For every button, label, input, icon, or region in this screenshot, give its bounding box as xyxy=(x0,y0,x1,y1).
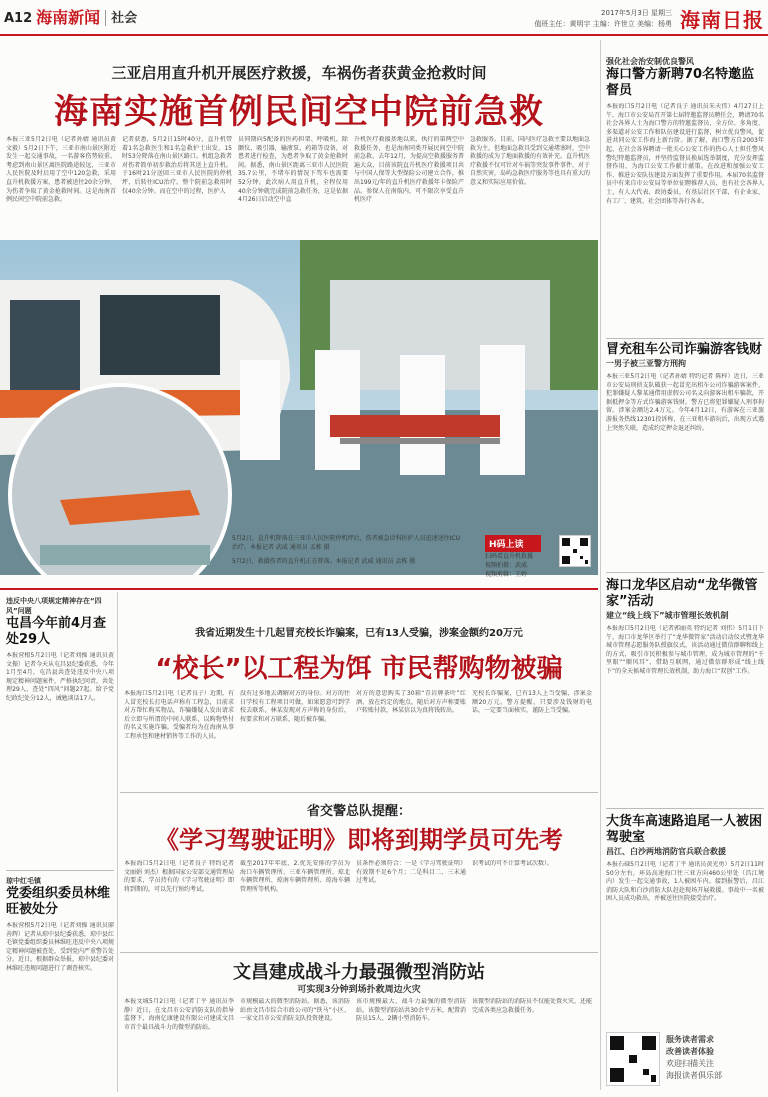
footer-line4: 海报读者俱乐部 xyxy=(666,1071,722,1080)
photo-illustration xyxy=(0,240,598,575)
mid-story-1-col3: 对方的意思购买了30箱“青岩牌茶叶”红酒，放在约定的地点，随后对方声称要账户转账付款，林某信以为真将钱转出。 xyxy=(356,690,466,715)
lead-body-col4: 升机医疗救援基地以来，执行的第两空中救援任务，也是海南同类开展民间空中院前急救。去年12月，为提高空救援服务普遍大众，目前该院直升机医疗救援项目共与中国人保等大型保险公司建立合作，推出199元/年的直升机医疗救援年卡保险产品。参保人在南航内，可不限次享受直升机医疗 xyxy=(354,136,464,204)
mid-story-3-col1: 本报文城5月2日电（记者丁平 通讯员李静）近日，在文昌市公安消防支队的指导监督下，海南亿康建设有限公司建成文昌市首个最具战斗力的微型消防站。 xyxy=(124,998,234,1031)
right-story-1 xyxy=(606,56,764,315)
qr-code[interactable] xyxy=(559,535,591,567)
reader-club-qr[interactable] xyxy=(606,1032,660,1086)
right-story-4 xyxy=(606,814,764,1045)
footer-line1: 服务读者需求 xyxy=(666,1035,714,1044)
left-story-1 xyxy=(6,596,114,868)
right-story-1-kicker: 强化社会治安制优良警风 xyxy=(606,57,694,66)
left-story-2-body: 本报营根5月2日电（记者刘操 通讯员廖善辉）记者从琼中县纪委获悉，琼中县红毛镇党委组织委员林维旺违反中央八项规定精神问题被查处，受到党内严重警告处分。近日，根据群众举报，琼中县纪委对林维旺违规问题进行了调查核实。 xyxy=(6,922,114,972)
subsection-title: 社会 xyxy=(111,11,138,26)
mid-story-1-headline: “校长”以工程为饵 市民帮购物被骗 xyxy=(155,654,563,684)
footer-qr-block xyxy=(606,1030,764,1092)
right-story-3-sub: 建立“线上线下”城市管理长效机制 xyxy=(606,611,729,620)
left-story-1-kicker: 违反中央八项规定精神存在“四风”问题 xyxy=(6,597,102,615)
page-number: A12 xyxy=(4,11,33,26)
helicopter-rescue-photo xyxy=(0,240,598,575)
divider xyxy=(6,870,114,871)
footer-line2: 改善读者体验 xyxy=(666,1047,714,1056)
mid-story-1-kicker: 我省近期发生十几起冒充校长诈骗案，已有13人受骗，涉案金额约20万元 xyxy=(195,628,523,639)
divider xyxy=(120,952,598,953)
divider xyxy=(606,808,764,809)
mid-story-2-kicker: 省交警总队提醒： xyxy=(306,804,411,819)
section-title: 海南新闻 xyxy=(36,8,101,27)
mid-story-3-headline: 文昌建成战斗力最强微型消防站 xyxy=(233,962,485,983)
right-story-4-body: 本报石碌5月2日电（记者丁平 通讯员黄光勇）5月2日11时50分左右，环岛高速海口往三亚方向460公里处（昌江境内）发生一起交通事故，1人被困车内。接到报警后，昌江消防大队和白沙消防大队赶赴现场开展救援。事故中一名被困人员成功救出，并被送往医院接受治疗。 xyxy=(606,861,764,903)
qr-line2: 视频拍摄：武威 xyxy=(485,562,528,569)
mid-story-2-col4: 识考试的可不计算考试次数）。 xyxy=(472,860,554,867)
left-story-2 xyxy=(6,876,114,1092)
mid-story-1-col2: 没有过多地去调解对方的身份。对方的往日学校有工程项目可做，如果愿意可到学校去联系。林某发现对方声称的身份后，按要求和对方联系，随后被诈骗。 xyxy=(240,690,350,723)
lead-body-col2: 记者获悉，5月2日15时40分，直升机带着1名急救医生和1名急救护士出发，15时53分降落在南山景区路口。机组急救者对伤者简单初步救治后将其送上直升机。于16时21分送回三亚市人民医院的停机坪，后转往ICU治疗。整个院前急救用时仅40余分钟。而在空中的过程，医护人 xyxy=(122,136,232,195)
divider xyxy=(606,572,764,573)
lead-body-col3: 员同期向5配备的医药担架、呼吸机、除颤仪，吸引器，输液泵，药箱等设备，对患者进行检查，为患者争取了黄金抢救时间。据悉，南山景区距离三亚市人民医院35.7公里，不堵车的情况下驾车也需要52分钟，此次病人用直升机，全程仅用40余分钟就完成院前急救任务，这是依据4月26日启动空中直 xyxy=(238,136,348,204)
masthead xyxy=(0,0,768,36)
right-story-2 xyxy=(606,342,764,567)
qr-promo xyxy=(485,535,593,578)
mid-story-3-col4: 该微型消防站的消防员不仅能处置火灾，还能完成各类应急救援任务。 xyxy=(472,998,592,1014)
right-story-3-body: 本报海口5月2日电（记者郭丽英 特约记者 刘伟）5月1日下午，海口市龙华区举行了“龙华微管家”活动启动仪式暨龙华城市管理志愿服务队授旗仪式。该活动通过微信群聊和线上的方式，吸引市民积极参与城市管理，成为城市管理的“千里眼”“顺风耳”，借助互联网，通过微信群形成“线上线下”的全天候城市管理长效机制，助力海口“双创”工作。 xyxy=(606,625,764,675)
mid-story-3-col2: 市规模最大的微型消防站。据悉，该消防站由文昌市综合市政公司的“铁马”小区、一家文昌市公安消防支队投资建设。 xyxy=(240,998,350,1023)
newspaper-logo: 海南日报 xyxy=(680,8,764,32)
right-story-3 xyxy=(606,578,764,803)
divider xyxy=(105,10,106,26)
right-story-4-sub: 昌江、白沙两地消防官兵联合救援 xyxy=(606,847,726,856)
right-story-2-headline: 冒充租车公司诈骗游客钱财 xyxy=(606,342,763,357)
divider xyxy=(606,338,764,339)
right-story-3-headline: 海口龙华区启动“龙华微管家”活动 xyxy=(606,578,758,609)
photo-caption-1: 5月2日，直升机降落在三亚市人民医院停机坪后，伤者被急诊科医护人员迅速送往ICU治疗。本报记者 武威 通讯员 孟栋 摄 xyxy=(232,535,460,551)
mid-story-2-col3: 员条件必须符合：一是《学习驾驶证明》有效期不足6个月；二是科目二、三未通过考试。 xyxy=(356,860,466,885)
qr-title: H码上读 xyxy=(485,535,541,552)
lead-kicker: 三亚启用直升机开展医疗救援，车祸伤者获黄金抢救时间 xyxy=(111,64,487,82)
mid-story-1-col1: 本报海口5月2日电（记者良子）近期，有人冒充校长打电话声称有工程急，目前求对方帮忙购买物品，诈骗嫌疑人发出请求后立即与所谓的中间人联系，以购物垫付的名义实施诈骗。受骗者均为在海南从事工程承包和建材销售等工作的人员。 xyxy=(124,690,234,740)
left-story-1-body: 本报营根5月2日电（记者刘操 通讯员黄文振）记者今天从屯昌县纪委获悉，今年1月至4月，屯昌县共查处违反中央八项规定精神问题案件，严格执纪问责，共处理29人，查处“四风”问题27起。给予党纪政纪处分12人，诫勉谈话17人。 xyxy=(6,652,114,702)
lead-body-col5: 急救服务。目前，国内医疗急救主要以地面急救为主，但地面急救具受到交通堵塞时，空中救援的成为了地面救援的有效补充。直升机医疗救援不仅可针对车祸等突发事件事件，对于自然灾害，岛屿急救医疗服务等也具有重大的意义和实际应用价值。 xyxy=(470,136,590,186)
mid-story-3-sub: 可实现3分钟到场扑救周边火灾 xyxy=(297,985,421,995)
right-story-4-headline: 大货车高速路追尾一人被困驾驶室 xyxy=(606,814,763,845)
footer-line3: 欢迎扫描关注 xyxy=(666,1059,714,1068)
qr-line3: 视频剪辑：王婷 xyxy=(485,571,528,578)
lead-headline: 海南实施首例民间空中院前急救 xyxy=(54,92,544,132)
date-line: 2017年5月3日 星期三 xyxy=(601,8,672,17)
left-story-1-headline: 屯昌今年前4月查处29人 xyxy=(6,616,107,647)
right-story-2-sub: 一男子被三亚警方刑拘 xyxy=(606,359,686,368)
mid-story-3-col3: 该市规模最大、战斗力最强的微型消防站。该微型消防站共30余平方米，配置消防员15人、2辆小型消防车。 xyxy=(356,998,466,1023)
qr-code-icon xyxy=(607,1033,659,1085)
editor-line: 值班主任：黄明宇 主编：许世立 美编：杨勇 xyxy=(534,19,672,28)
right-story-2-body: 本报三亚5月2日电（记者孙婧 特约记者 陈梓）近日，三亚市公安局刑侦支队破获一起冒充出租车公司诈骗游客案件，犯罪嫌疑人黎某通借用虚假公司名义向游客出租车骗款，开据抵押金等方式诈骗游客钱财。警方已将犯罪嫌疑人刑事拘留。涉案金额达2.4万元。今年4月12日，有游客在三亚旅游报务热线12301投诉称，在三亚租车游玩后，出现方式遇上突然失联，造成约定押金退还纠纷。 xyxy=(606,373,764,432)
mid-story-1-col4: 充校长诈骗案，已有13人上当受骗，涉案金额20万元。警方提醒，只要涉及钱财的电话，一定要当面核实，谨防上当受骗。 xyxy=(472,690,592,715)
qr-code-icon xyxy=(560,536,590,566)
lead-body-col1: 本报三亚5月2日电（记者孙婧 通讯员黄文毅）5月2日下午，三亚市南山景区附近发生一起交通事故，一名游客伤势较重。考虑到南山景区离医院路途较远，三亚市人民医院及时启用了空中120急救，采用直升机救援方案，患者被送往20余分钟，为伤者争取了黄金抢救时间。这是海南首例民间空中院前急救。 xyxy=(6,136,116,204)
section-rule xyxy=(0,588,598,590)
right-story-1-headline: 海口警方新聘70名特邀监督员 xyxy=(606,67,755,98)
left-story-2-kicker: 琼中红毛镇 xyxy=(6,877,41,885)
mid-story-2-col1: 本报海口5月2日电（记者良子 特约记者文丽娟 刘杰）根据国家公安部交通管理局的要求，学员持有的《学习驾驶证明》即将到期的，可以先行预约考试。 xyxy=(124,860,234,893)
right-story-1-body: 本报海口5月2日电（记者良子 通讯员朱天伟）4月27日上午，海口市公安局召开第七届特邀监督员聘任会，聘请70名社会各界人士为海口警方的特邀监督员，全方位、多角度、多渠道对公安工作和队伍建设进行监督，树立优良警风，促进共同公安工作海上新台阶。据了解，海口警方自2003年起，在社会各界聘请一批关心公安工作的热心人士担任警风警纪特邀监督员，并坚持监督员换届选举制度，充分发挥监督作用，为海口公安工作献计献策。在改进和加强公安工作、推进公安队伍建设方面发挥了重要作用。本届70名监督员中有来自市公安局等单位征聘推荐人员，也有社会各界人士，有人大代表、政协委员，有基层社区干部，有企业家，有工厂、建筑、社会团体等各行各业。 xyxy=(606,103,764,205)
qr-line1: 扫码看直升机救援 xyxy=(485,553,534,560)
photo-caption-2: 5月2日，救援伤者的直升机正在降落。本报记者 武威 通讯员 孟栋 摄 xyxy=(232,558,416,565)
mid-story-2-headline: 《学习驾驶证明》即将到期学员可先考 xyxy=(155,826,563,854)
divider xyxy=(120,792,598,793)
column-divider xyxy=(600,40,601,1090)
column-divider xyxy=(117,592,118,1092)
left-story-2-headline: 党委组织委员林维旺被处分 xyxy=(6,886,111,917)
mid-story-2-col2: 截至2017年年底，2.优先安排的学员为海口车辆管理所、三亚车辆管理所、琼北车辆管理所、琼南车辆管理所、琼海车辆管理所等机构。 xyxy=(240,860,350,893)
